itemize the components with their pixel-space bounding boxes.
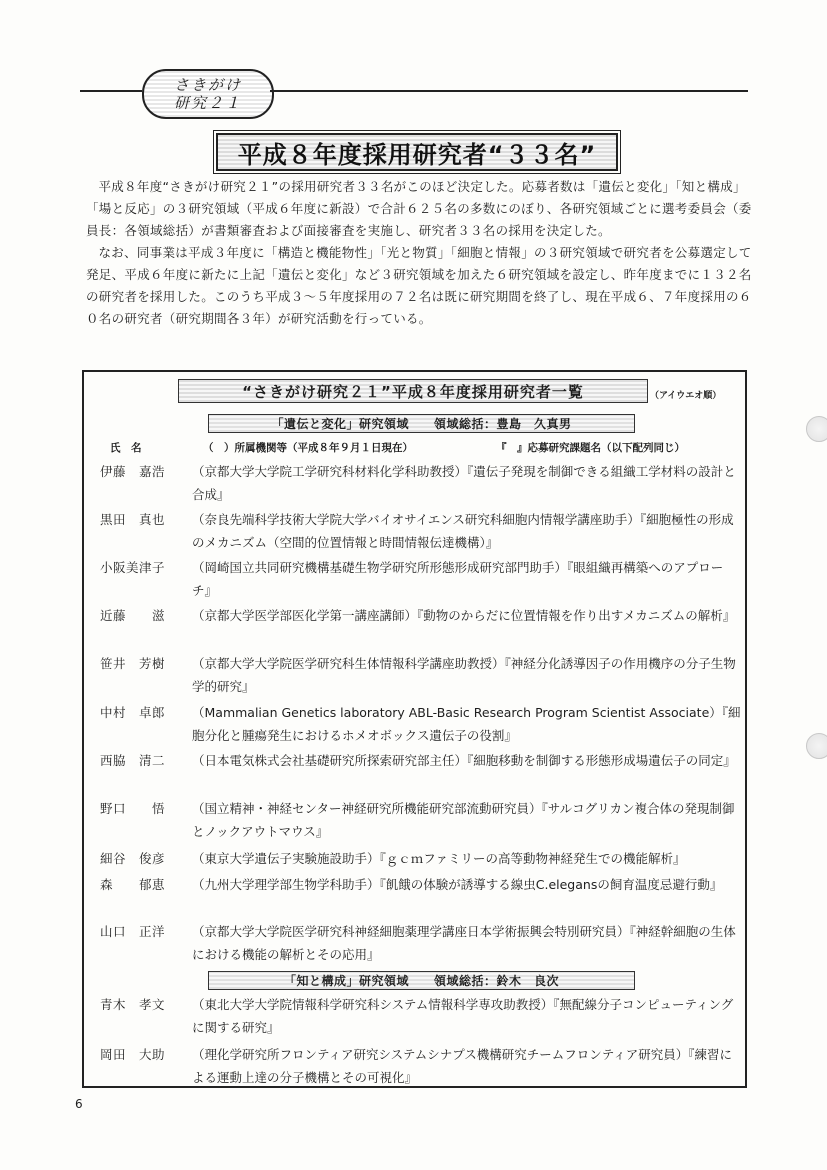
intro-paragraph-2: なお、同事業は平成３年度に「構造と機能物性」「光と物質」「細胞と情報」の３研究領域で研究者を公募選定して発足、平成６年度に新たに上記「遺伝と変化」など３研究領域を加えた６研究領域を設定し、昨年度までに１３２名の研究者を採用した。このうち平成３～５年度採用の７２名は既に研究期間を終了し、現在平成６、７年度採用の６０名の研究者（研究期間各３年）が研究活動を行っている。 [86, 245, 752, 326]
researcher-description: （京都大学医学部医化学第一講座講師）『動物のからだに位置情報を作り出すメカニズムの解析』 [192, 608, 736, 623]
punch-hole [806, 733, 827, 759]
researcher-description: （東北大学大学院情報科学研究科システム情報科学専攻助教授）『無配線分子コンピューティングに関する研究』 [192, 997, 734, 1035]
order-note: （アイウエオ順） [650, 391, 722, 401]
researcher-name: 岡田 大助 [100, 1047, 166, 1062]
researcher-description: （Mammalian Genetics laboratory ABL-Basic Research Program Scientist Associate）『細胞分化と腫瘍発生におけるホメオボックス遺伝子の役割』 [192, 705, 741, 743]
page-number: 6 [75, 1097, 83, 1111]
punch-hole [806, 416, 827, 442]
researcher-name: 細谷 俊彦 [100, 851, 166, 866]
intro-paragraph-1: 平成８年度“さきがけ研究２１”の採用研究者３３名がこのほど決定した。応募者数は「遺伝と変化」「知と構成」「場と反応」の３研究領域（平成６年度に新設）で合計６２５名の多数にのぼり、各研究領域ごとに選考委員会（委員長：各領域総括）が書類審査および面接審査を実施し、研究者３３名の採用を決定した。 [86, 179, 752, 238]
field-header-intelligence: 「知と構成」研究領域 領域総括：鈴木 良次 [208, 971, 635, 990]
column-header-name: 氏 名 [110, 442, 142, 454]
researcher-description: （理化学研究所フロンティア研究システムシナプス機構研究チームフロンティア研究員）『練習による運動上達の分子機構とその可視化』 [192, 1047, 733, 1085]
researcher-description: （日本電気株式会社基礎研究所探索研究部主任）『細胞移動を制御する形態形成場遺伝子の同定』 [192, 753, 736, 768]
field-header-heredity: 「遺伝と変化」研究領域 領域総括：豊島 久真男 [208, 414, 635, 433]
researcher-name: 中村 卓郎 [100, 705, 166, 720]
column-header-topic: 『 』応募研究課題名（以下配列同じ） [496, 442, 685, 454]
researcher-description: （国立精神・神経センター神経研究所機能研究部流動研究員）『サルコグリカン複合体の発現制御とノックアウトマウス』 [192, 801, 735, 839]
sakigake-logo [142, 69, 274, 119]
researcher-description: （京都大学大学院工学研究科材料化学科助教授）『遺伝子発現を制御できる組織工学材料の設計と合成』 [192, 464, 736, 502]
header-rule-right [270, 90, 748, 92]
page-title: 平成８年度採用研究者“３３名” [216, 133, 618, 171]
researcher-description: （東京大学遺伝子実験施設助手）『ｇｃｍファミリーの高等動物神経発生での機能解析』 [192, 851, 686, 866]
researcher-name: 小阪美津子 [100, 560, 166, 575]
researcher-name: 山口 正洋 [100, 924, 166, 939]
researcher-description: （京都大学大学院医学研究科神経細胞薬理学講座日本学術振興会特別研究員）『神経幹細胞の生体における機能の解析とその応用』 [192, 924, 736, 962]
researcher-name: 西脇 清二 [100, 753, 166, 768]
header-rule-left [80, 90, 142, 92]
researcher-name: 笹井 芳樹 [100, 656, 166, 671]
researcher-description: （奈良先端科学技術大学院大学バイオサイエンス研究科細胞内情報学講座助手）『細胞極性の形成のメカニズム（空間的位置情報と時間情報伝達機構）』 [192, 512, 734, 550]
intro-text [86, 176, 756, 330]
researcher-description: （京都大学大学院医学研究科生体情報科学講座助教授）『神経分化誘導因子の作用機序の分子生物学的研究』 [192, 656, 736, 694]
researcher-description: （岡崎国立共同研究機構基礎生物学研究所形態形成研究部門助手）『眼組織再構築へのアプローチ』 [192, 560, 724, 598]
researcher-description: （九州大学理学部生物学科助手）『飢餓の体験が誘導する線虫C.elegansの飼育温度忌避行動』 [192, 877, 723, 892]
researcher-name: 青木 孝文 [100, 997, 166, 1012]
researcher-name: 近藤 滋 [100, 608, 166, 623]
researcher-name: 野口 悟 [100, 801, 166, 816]
column-header-affiliation: （ ）所属機関等（平成８年９月１日現在） [203, 442, 413, 454]
researcher-name: 伊藤 嘉浩 [100, 464, 166, 479]
logo-line1: さきがけ [173, 76, 242, 94]
researcher-name: 森 郁恵 [100, 877, 166, 892]
researcher-name: 黒田 真也 [100, 512, 166, 527]
logo-line2: 研究２１ [173, 94, 242, 112]
list-title: “さきがけ研究２１”平成８年度採用研究者一覧 [178, 379, 648, 403]
